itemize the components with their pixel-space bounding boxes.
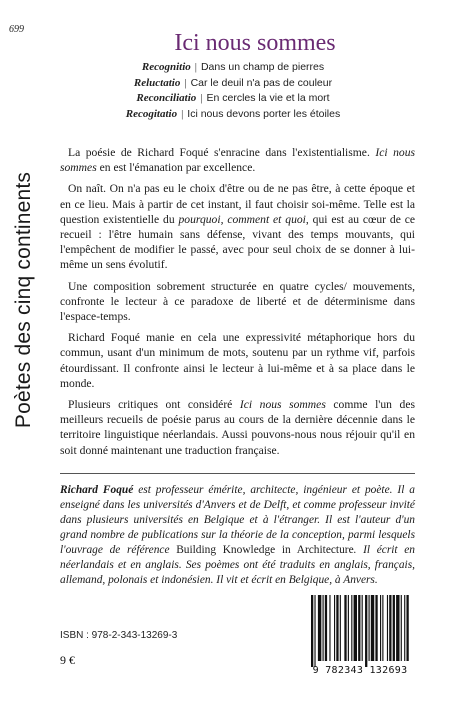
barcode-bar bbox=[389, 595, 391, 661]
barcode-bar bbox=[351, 595, 352, 661]
barcode-bar bbox=[318, 595, 321, 661]
barcode-bar bbox=[323, 595, 324, 661]
barcode-bars bbox=[305, 595, 415, 667]
cycle-name: Recognitio bbox=[141, 61, 191, 73]
separator: | bbox=[181, 107, 184, 120]
cycles-list bbox=[68, 60, 398, 122]
barcode-bar bbox=[340, 595, 341, 661]
cycle-name: Recogitatio bbox=[125, 107, 178, 120]
blurb-text: comme l'un des meilleurs recueils de poésie parus au cours de la dernière décennie dans le territoire linguistique néerlandais. Aussi pouvons-nous nous réjouir qu'il en soit donné maintenant une traduction française. bbox=[60, 398, 415, 457]
separator: | bbox=[200, 92, 203, 104]
barcode-bar bbox=[311, 595, 313, 667]
blurb-paragraph bbox=[60, 397, 415, 458]
cycle-row bbox=[68, 76, 398, 92]
cycle-desc: Dans un champ de pierres bbox=[200, 61, 325, 73]
cycle-name: Reluctatio bbox=[133, 76, 181, 89]
blurb-paragraph: Richard Foqué manie en cela une expressivité métaphorique hors du commun, usant d'un minimum de mots, soutenu par un rythme vif, parfois étourdissant. Il confronte ainsi le lecteur à lui-même et à sa place dans le monde. bbox=[60, 331, 415, 390]
barcode bbox=[305, 595, 415, 680]
blurb-text: Plusieurs critiques ont considéré bbox=[68, 398, 240, 412]
isbn: ISBN : 978-2-343-13269-3 bbox=[60, 630, 178, 641]
blurb-text: , qui est au cœur de ce recueil : l'être humain sans défense, vivant des temps mouvants, qui l'empêchent de modifier le passé, avec pour seul choix de se donner à lui-même un sens évolutif. bbox=[60, 212, 416, 272]
barcode-bar bbox=[371, 595, 374, 661]
barcode-bar bbox=[406, 595, 408, 661]
barcode-bar bbox=[380, 595, 381, 661]
cycle-row bbox=[68, 60, 398, 76]
bio-text: . Il écrit en néerlandais et en anglais. Ses poèmes ont été traduits en anglais, français, allemand, polonais et indonésien. Il vit et écrit en Belgique, à Anvers. bbox=[60, 544, 415, 586]
divider bbox=[60, 473, 415, 474]
blurb-text: en est l'émanation par excellence. bbox=[96, 161, 256, 175]
book-reference: Building Knowledge in Architecture bbox=[176, 544, 354, 556]
barcode-bar bbox=[334, 595, 335, 661]
barcode-bar bbox=[401, 595, 402, 661]
blurb-text: On naît. On n'a pas eu le choix d'être ou de ne pas être, à cette époque et en ce lieu. Mais à partir de cet instant, il faut choisir soi-même. Telle est la question existentielle du bbox=[60, 182, 415, 226]
barcode-bar bbox=[325, 595, 327, 661]
blurb-paragraph bbox=[60, 145, 415, 175]
back-cover-blurb bbox=[60, 145, 415, 464]
barcode-bar bbox=[314, 595, 315, 667]
barcode-bar bbox=[393, 595, 395, 661]
author-name: Richard Foqué bbox=[60, 484, 134, 496]
barcode-bar bbox=[375, 595, 377, 661]
bio-paragraph bbox=[60, 483, 415, 588]
cycle-row bbox=[68, 91, 398, 107]
cycle-name: Reconciliatio bbox=[136, 92, 197, 104]
blurb-text: La poésie de Richard Foqué s'enracine dans l'existentialisme. bbox=[68, 146, 370, 159]
barcode-bar bbox=[382, 595, 383, 661]
blurb-paragraph bbox=[60, 181, 415, 272]
book-title-ref: Ici nous sommes bbox=[239, 398, 326, 412]
cycle-row bbox=[68, 107, 398, 123]
book-title: Ici nous sommes bbox=[174, 30, 336, 56]
price: 9 € bbox=[60, 653, 75, 667]
barcode-bar bbox=[354, 595, 357, 661]
barcode-bar bbox=[369, 595, 370, 661]
book-title-ref: Ici nous sommes bbox=[60, 146, 416, 175]
separator: | bbox=[194, 61, 197, 73]
barcode-digits: 9 782343 132693 bbox=[312, 665, 408, 676]
barcode-bar bbox=[362, 595, 363, 661]
barcode-bar bbox=[348, 595, 349, 661]
author-bio bbox=[60, 483, 415, 588]
series-spine bbox=[0, 0, 50, 704]
series-number: 699 bbox=[9, 24, 24, 35]
barcode-bar bbox=[358, 595, 360, 661]
barcode-bar bbox=[365, 595, 367, 667]
separator: | bbox=[184, 76, 187, 89]
barcode-bar bbox=[387, 595, 388, 661]
barcode-bar bbox=[396, 595, 399, 661]
barcode-bar bbox=[329, 595, 330, 661]
blurb-paragraph: Une composition sobrement structurée en quatre cycles/ mouvements, confronte le lecteur à ce paradoxe de liberté et de déterminisme dans l'espace-temps. bbox=[60, 279, 415, 324]
cycle-desc: En cercles la vie et la mort bbox=[206, 92, 330, 104]
cycle-desc: Ici nous devons porter les étoiles bbox=[187, 107, 341, 120]
emphasis: pourquoi, comment et quoi bbox=[178, 212, 306, 226]
barcode-bar bbox=[336, 595, 338, 661]
cycle-desc: Car le deuil n'a pas de couleur bbox=[190, 76, 333, 89]
bio-text: est professeur émérite, architecte, ingénieur et poète. Il a enseigné dans les universités d'Anvers et de Delft, et comme professeur invité dans plusieurs universités en Belgique et à l'étranger. Il est l'auteur d'un grand nombre de publications sur la théorie de la conception, parmi lesquels l'ouvrage de référence bbox=[60, 484, 416, 556]
barcode-bar bbox=[404, 595, 405, 661]
series-title: Poètes des cinq continents bbox=[12, 171, 35, 429]
barcode-bar bbox=[344, 595, 346, 661]
